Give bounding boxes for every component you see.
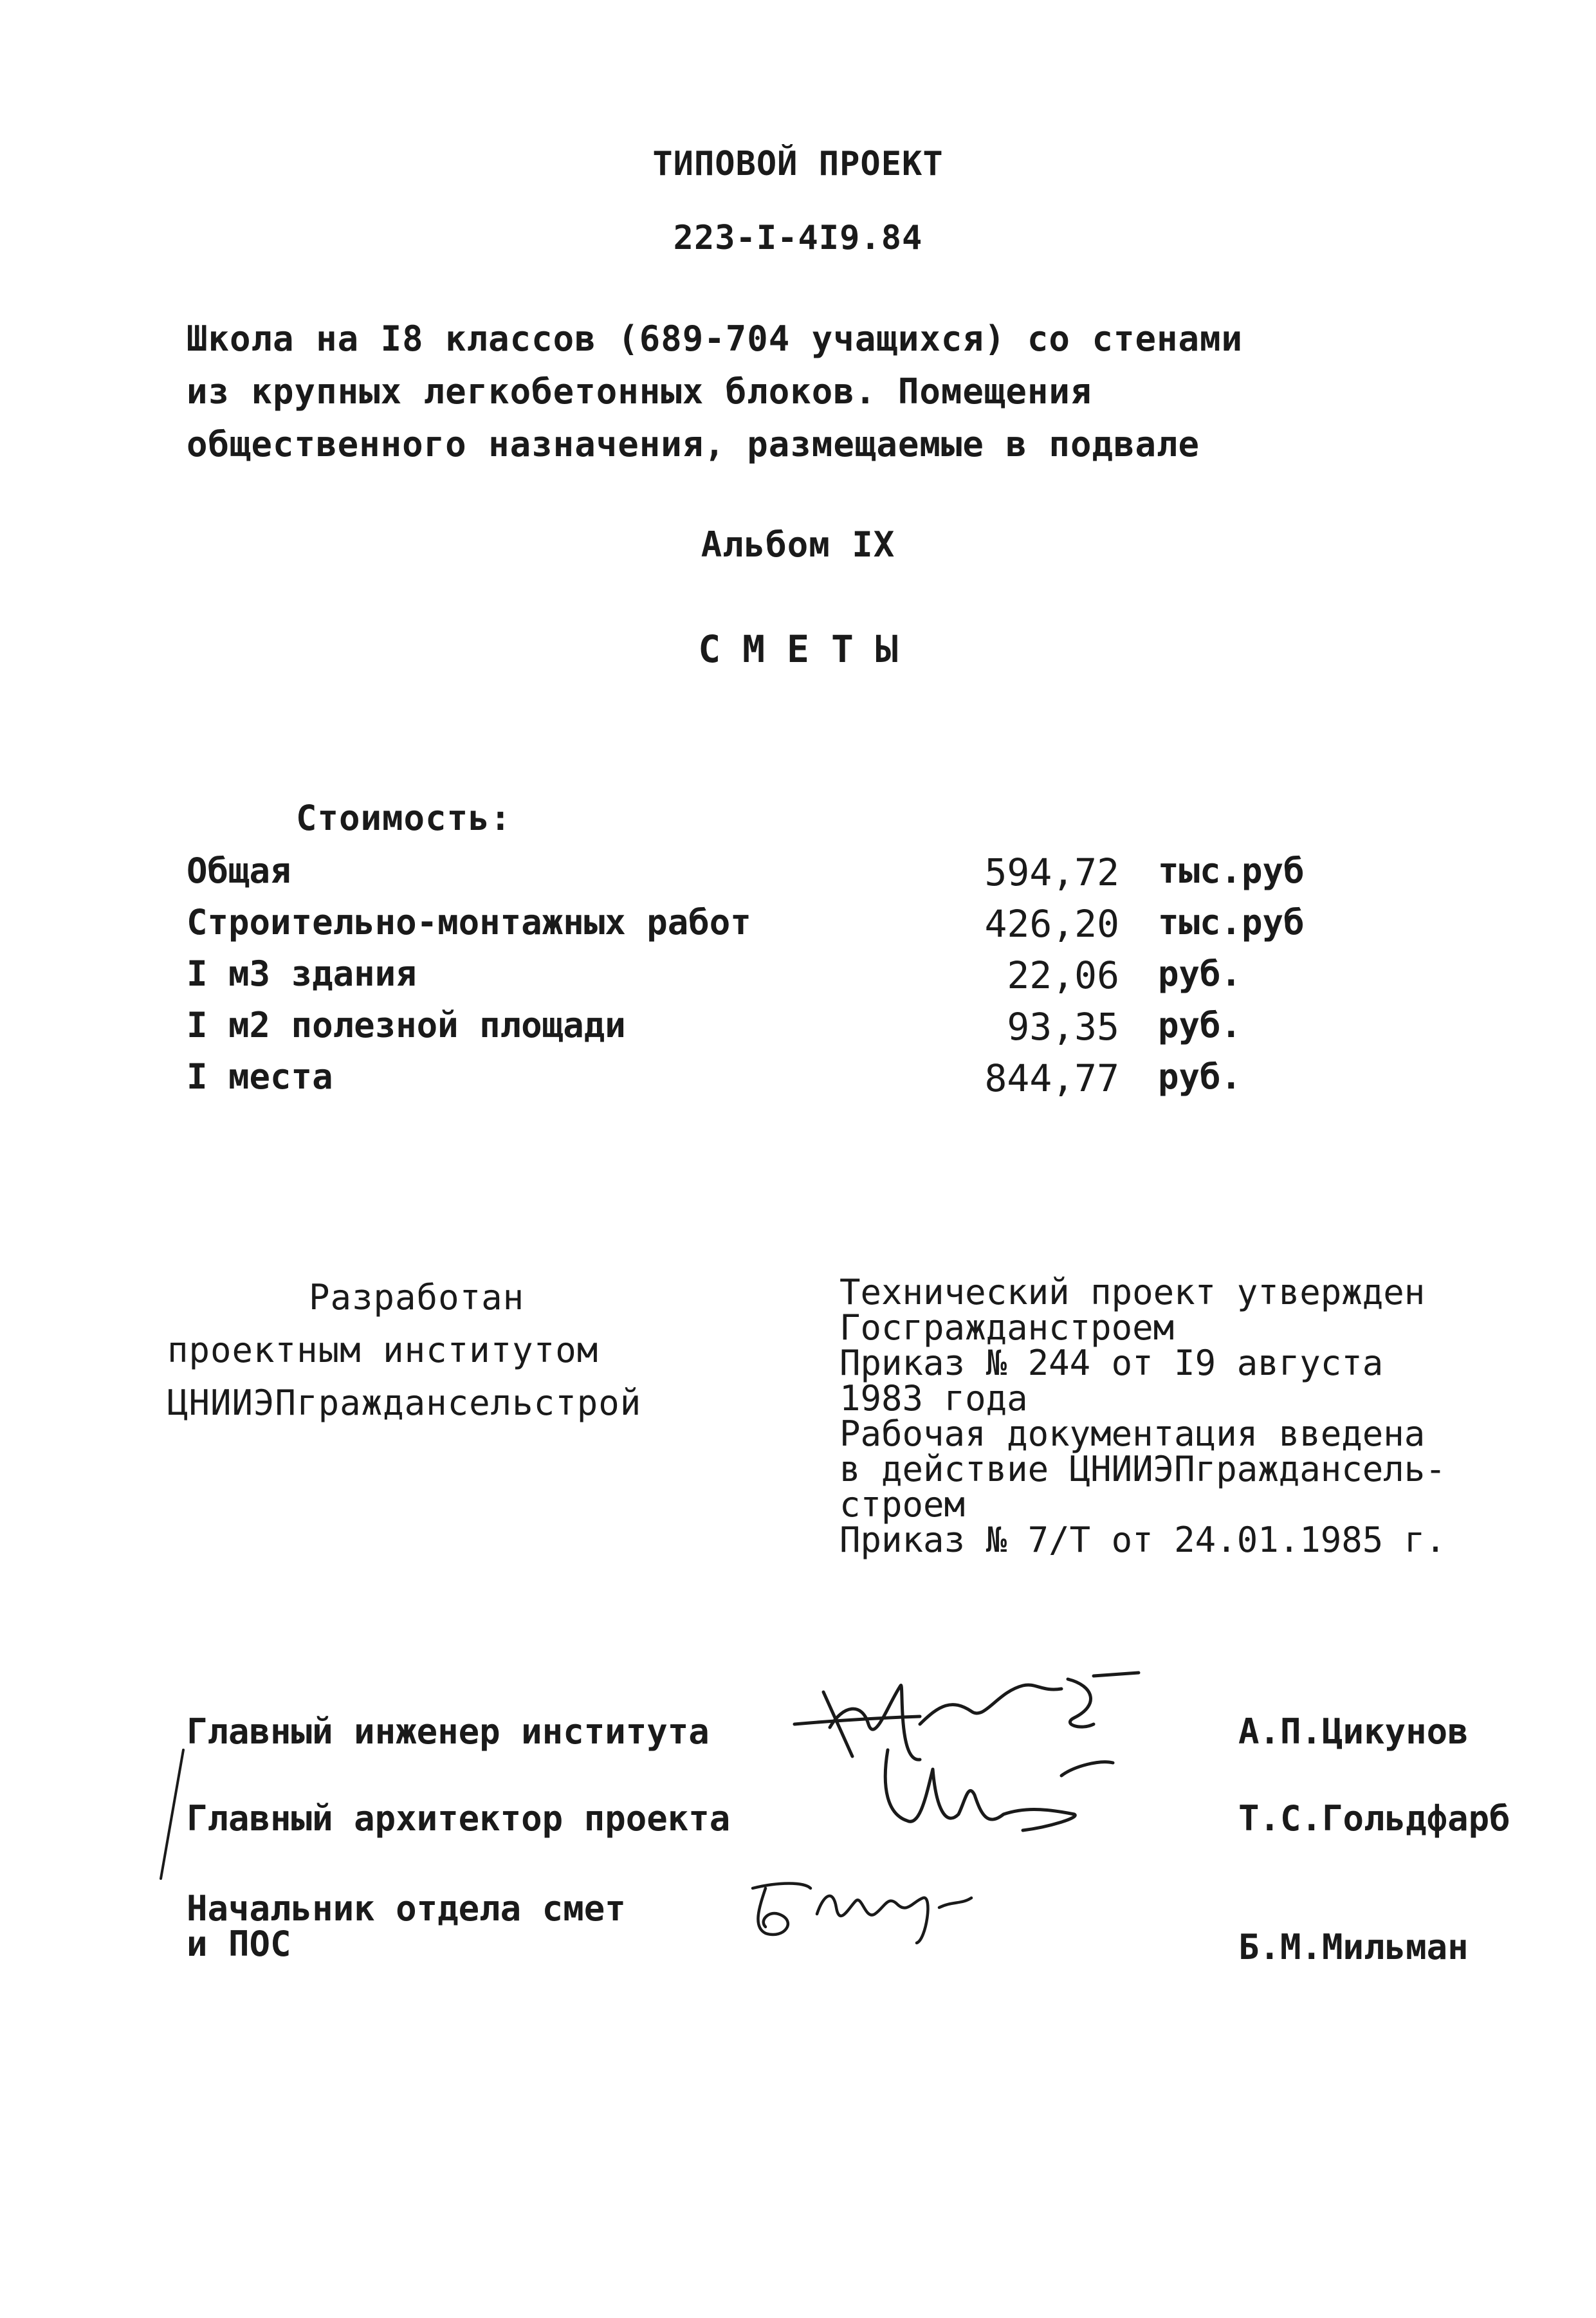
handwritten-signature-estimates-head (740, 1869, 1036, 1953)
cost-row (187, 953, 1332, 998)
cost-label: Строительно-монтажных работ (187, 902, 751, 943)
signature-role-chief-engineer: Главный инженер института (187, 1711, 710, 1752)
cost-value: 844,77 (984, 1056, 1119, 1100)
developer-line-2: проектным институтом (167, 1330, 599, 1370)
cost-unit: руб. (1158, 953, 1242, 994)
approval-line-2: Госгражданстроем (839, 1307, 1175, 1348)
approval-line-4: 1983 года (839, 1378, 1028, 1419)
signature-role-estimates-head: Начальник отдела смет (187, 1888, 626, 1929)
cost-value: 594,72 (984, 851, 1119, 894)
project-number: 223-I-4I9.84 (673, 219, 923, 257)
cost-heading: Стоимость: (296, 798, 512, 838)
description-line-2: из крупных легкобетонных блоков. Помещения (187, 371, 1092, 412)
signature-name-chief-architect: Т.С.Гольдфарб (1238, 1798, 1510, 1839)
album-label: Альбом IX (701, 524, 895, 565)
handwritten-signature-chief-architect (868, 1737, 1139, 1846)
cost-unit: тыс.руб (1158, 851, 1305, 891)
developer-line-3: ЦНИИЭПграждансельстрой (167, 1383, 642, 1423)
cost-label: I места (187, 1056, 333, 1097)
cost-value: 22,06 (1007, 953, 1119, 997)
signature-name-estimates-head: Б.М.Мильман (1238, 1927, 1469, 1967)
margin-slash-mark (145, 1743, 196, 1885)
cost-value: 426,20 (984, 902, 1119, 946)
cost-unit: руб. (1158, 1056, 1242, 1097)
cost-row (187, 851, 1332, 896)
cost-row (187, 1005, 1332, 1050)
project-type-title: ТИПОВОЙ ПРОЕКТ (652, 145, 944, 183)
section-title: СМЕТЫ (698, 627, 920, 671)
approval-line-1: Технический проект утвержден (839, 1272, 1426, 1312)
cost-row (187, 902, 1332, 947)
cost-label: I м3 здания (187, 953, 417, 994)
cost-unit: тыс.руб (1158, 902, 1305, 943)
signature-role-estimates-head-line-2: и ПОС (187, 1924, 291, 1964)
approval-line-6: в действие ЦНИИЭПграждансель- (839, 1449, 1446, 1489)
cost-unit: руб. (1158, 1005, 1242, 1045)
signature-name-chief-engineer: А.П.Цикунов (1238, 1711, 1469, 1752)
cost-row (187, 1056, 1332, 1101)
cost-value: 93,35 (1007, 1005, 1119, 1049)
description-line-1: Школа на I8 классов (689-704 учащихся) со стенами (187, 318, 1243, 359)
approval-line-8: Приказ № 7/Т от 24.01.1985 г. (839, 1520, 1446, 1560)
approval-line-5: Рабочая документация введена (839, 1413, 1426, 1454)
developer-line-1: Разработан (309, 1277, 525, 1318)
signature-role-chief-architect: Главный архитектор проекта (187, 1798, 731, 1839)
cost-label: I м2 полезной площади (187, 1005, 626, 1045)
description-line-3: общественного назначения, размещаемые в подвале (187, 424, 1200, 465)
approval-line-3: Приказ № 244 от I9 августа (839, 1343, 1384, 1383)
cost-label: Общая (187, 851, 291, 891)
approval-line-7: строем (839, 1484, 966, 1525)
